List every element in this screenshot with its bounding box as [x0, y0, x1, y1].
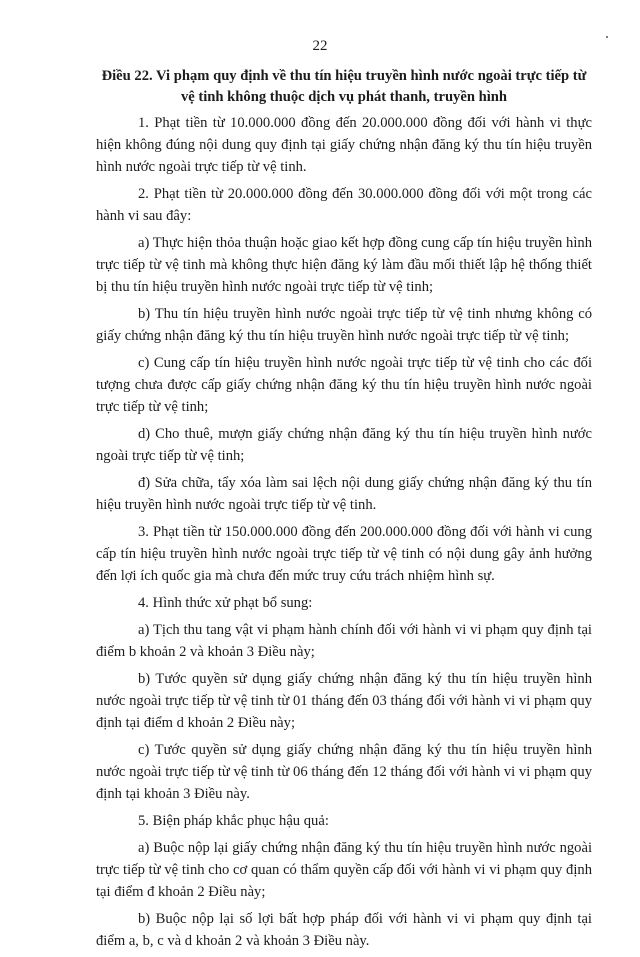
clause-4-point-a: a) Tịch thu tang vật vi phạm hành chính đối với hành vi vi phạm quy định tại điểm b khoản 2 và khoản 3 Điều này; — [96, 622, 592, 660]
clause-4-point-c: c) Tước quyền sử dụng giấy chứng nhận đăng ký thu tín hiệu truyền hình nước ngoài trực tiếp từ vệ tinh từ 06 tháng đến 12 tháng đối với hành vi vi phạm quy định tại khoản 3 Điều này. — [96, 742, 592, 802]
clause-2-point-c: c) Cung cấp tín hiệu truyền hình nước ngoài trực tiếp từ vệ tinh cho các đối tượng chưa được cấp giấy chứng nhận đăng ký thu tín hiệu truyền hình nước ngoài trực tiếp từ vệ tinh; — [96, 355, 592, 415]
clause-3: 3. Phạt tiền từ 150.000.000 đồng đến 200.000.000 đồng đối với hành vi cung cấp tín hiệu truyền hình nước ngoài trực tiếp từ vệ tinh có nội dung gây ảnh hưởng đến lợi ích quốc gia mà chưa đến mức truy cứu trách nhiệm hình sự. — [96, 524, 592, 584]
clause-4-point-b: b) Tước quyền sử dụng giấy chứng nhận đăng ký thu tín hiệu truyền hình nước ngoài trực tiếp từ vệ tinh từ 01 tháng đến 03 tháng đối với hành vi vi phạm quy định tại điểm d khoản 2 Điều này; — [96, 671, 592, 731]
article-body — [96, 66, 592, 957]
clause-4: 4. Hình thức xử phạt bổ sung: — [138, 595, 313, 611]
clause-2: 2. Phạt tiền từ 20.000.000 đồng đến 30.000.000 đồng đối với một trong các hành vi sau đây: — [96, 186, 592, 224]
clause-5-point-a: a) Buộc nộp lại giấy chứng nhận đăng ký thu tín hiệu truyền hình nước ngoài trực tiếp từ vệ tinh cho cơ quan có thẩm quyền cấp đối với hành vi vi phạm quy định tại điểm đ khoản 2 Điều này; — [96, 840, 592, 900]
article-title: Điều 22. Vi phạm quy định về thu tín hiệu truyền hình nước ngoài trực tiếp từ vệ tinh không thuộc dịch vụ phát thanh, truyền hình — [101, 68, 587, 105]
clause-2-point-d: d) Cho thuê, mượn giấy chứng nhận đăng ký thu tín hiệu truyền hình nước ngoài trực tiếp từ vệ tinh; — [96, 426, 592, 464]
clause-2-point-a: a) Thực hiện thỏa thuận hoặc giao kết hợp đồng cung cấp tín hiệu truyền hình trực tiếp từ vệ tinh mà không thực hiện đăng ký làm đầu mối thiết lập hệ thống thiết bị thu tín hiệu truyền hình nước ngoài trực tiếp từ vệ tinh; — [96, 235, 592, 295]
clause-5-point-b: b) Buộc nộp lại số lợi bất hợp pháp đối với hành vi vi phạm quy định tại điểm a, b, c và d khoản 2 và khoản 3 Điều này. — [96, 911, 592, 949]
scan-speck — [606, 36, 608, 38]
clause-5: 5. Biện pháp khắc phục hậu quả: — [138, 813, 329, 829]
clause-2-point-dd: đ) Sửa chữa, tẩy xóa làm sai lệch nội dung giấy chứng nhận đăng ký thu tín hiệu truyền hình nước ngoài trực tiếp từ vệ tinh. — [96, 475, 592, 513]
page-number: 22 — [312, 38, 328, 54]
clause-2-point-b: b) Thu tín hiệu truyền hình nước ngoài trực tiếp từ vệ tinh nhưng không có giấy chứng nhận đăng ký thu tín hiệu truyền hình nước ngoài trực tiếp từ vệ tinh; — [96, 306, 592, 344]
clause-1: 1. Phạt tiền từ 10.000.000 đồng đến 20.000.000 đồng đối với hành vi thực hiện không đúng nội dung quy định tại giấy chứng nhận đăng ký thu tín hiệu truyền hình nước ngoài trực tiếp từ vệ tinh. — [96, 115, 592, 175]
